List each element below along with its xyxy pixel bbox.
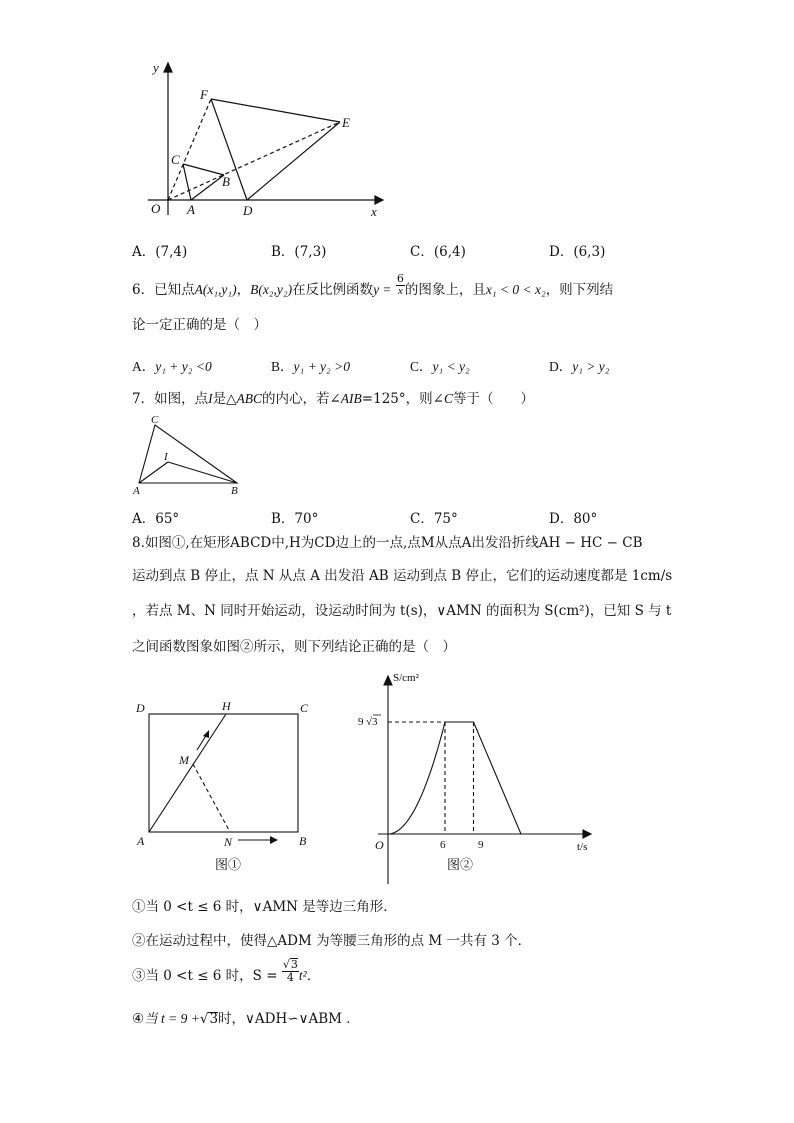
segment-ED xyxy=(247,122,340,200)
fig1-label-A: A xyxy=(137,834,145,848)
q7-stem: 7．如图，点I是△ABC的内心，若∠AIB=125°，则∠C等于（ ） xyxy=(132,391,534,407)
label-y: y xyxy=(153,60,159,75)
segment-FE xyxy=(211,99,340,122)
q7-option-c[interactable]: C．75° xyxy=(410,511,458,527)
fig1-label-C: C xyxy=(300,701,309,715)
q6-stem-line2: 论一定正确的是（ ） xyxy=(132,317,267,333)
segment-IB xyxy=(168,462,237,483)
dashed-OE xyxy=(168,122,340,200)
graph-xtick-9: 9 xyxy=(478,839,484,851)
statement-1: ①当 0 <t ≤ 6 时，∨AMN 是等边三角形． xyxy=(132,899,397,915)
label-E: E xyxy=(342,115,350,130)
q6-stem: 6．已知点A(x₁,y₁)，B(x₂,y₂)在反比例函数y = $\frac{6}{x}$ 的图象上，且x₁ < 0 < x₂，则下列结 xyxy=(132,272,614,298)
graph-y-arrow xyxy=(384,676,392,685)
q8-figure-1 xyxy=(130,695,330,875)
q5-option-b[interactable]: B．(7,3) xyxy=(271,244,327,260)
dashed-MN xyxy=(193,764,230,832)
statement-2: ②在运动过程中，使得△ADM 为等腰三角形的点 M 一共有 3 个． xyxy=(132,933,532,949)
fig1-label-N: N xyxy=(224,835,233,849)
segment-CB xyxy=(183,164,224,175)
label-B: B xyxy=(222,174,230,189)
q8-stem-line1: 8.如图①,在矩形ABCD中,H为CD边上的一点,点M从点A出发沿折线AH − HC − CB xyxy=(132,535,643,551)
segment-AC xyxy=(183,164,191,200)
graph-origin: O xyxy=(375,838,384,852)
y-arrow xyxy=(164,63,172,72)
label-O: O xyxy=(151,201,161,216)
graph-ytick-sqrt: √3 xyxy=(366,716,378,728)
figure-coordinate-diagram xyxy=(135,55,395,225)
label-C: C xyxy=(171,152,180,167)
graph-xlabel: t/s xyxy=(577,841,588,853)
q7-option-a[interactable]: A．65° xyxy=(132,511,180,527)
graph-x-arrow xyxy=(583,830,591,838)
q7-option-d[interactable]: D．80° xyxy=(549,511,598,527)
q8-stem-line2: 运动到点 B 停止，点 N 从点 A 出发沿 AB 运动到点 B 停止，它们的运动速度都是 1cm/s xyxy=(132,568,673,584)
graph-ytick-9: 9 xyxy=(358,716,364,728)
graph-xtick-6: 6 xyxy=(440,839,446,851)
q6-option-a[interactable]: A．y₁ + y₂ <0 xyxy=(132,359,212,374)
label-x: x xyxy=(371,204,377,219)
segment-AI xyxy=(139,462,168,483)
q8-stem-line3: ，若点 M、N 同时开始运动，设运动时间为 t(s)，∨AMN 的面积为 S(cm²)，已知 S 与 t xyxy=(132,603,672,619)
graph-ylabel: S/cm² xyxy=(393,672,419,684)
label-D: D xyxy=(243,203,253,218)
statement-3: ③当 0 <t ≤ 6 时，S = $\frac{√3}{4}$ t²． xyxy=(132,957,321,984)
segment-AH xyxy=(149,714,226,832)
q8-figure-2-graph xyxy=(350,665,600,885)
q5-option-c[interactable]: C．(6,4) xyxy=(410,244,466,260)
graph-curve xyxy=(388,722,521,834)
arrow-N-head xyxy=(270,836,278,844)
q5-option-d[interactable]: D．(6,3) xyxy=(549,244,606,260)
q7-label-I: I xyxy=(164,451,168,463)
fig2-caption: 图② xyxy=(447,857,474,872)
q7-option-b[interactable]: B．70° xyxy=(271,511,319,527)
fig1-label-H: H xyxy=(222,699,231,713)
statement-4: ④当 t = 9 +√3时，∨ADH∽∨ABM ． xyxy=(132,1011,360,1027)
fig1-label-M: M xyxy=(179,753,189,767)
q6-option-d[interactable]: D．y₁ > y₂ xyxy=(549,359,610,374)
q7-triangle-figure xyxy=(130,410,245,498)
label-F: F xyxy=(200,87,208,102)
fig1-label-D: D xyxy=(136,701,145,715)
fig1-label-B: B xyxy=(299,834,307,848)
label-A: A xyxy=(187,202,195,217)
q7-label-A: A xyxy=(133,485,140,497)
q5-option-a[interactable]: A．(7,4) xyxy=(132,244,188,260)
rectangle-ABCD xyxy=(149,714,298,832)
x-arrow xyxy=(375,196,383,204)
dashed-OF xyxy=(168,99,211,200)
q7-label-C: C xyxy=(151,414,159,426)
q7-label-B: B xyxy=(231,485,238,497)
fig1-caption: 图① xyxy=(215,857,242,872)
triangle-ABC xyxy=(139,425,237,483)
q6-option-b[interactable]: B．y₁ + y₂ >0 xyxy=(271,359,350,374)
q8-stem-line4: 之间函数图象如图②所示，则下列结论正确的是（ ） xyxy=(132,639,456,655)
arrow-M-head xyxy=(203,730,209,738)
q6-option-c[interactable]: C．y₁ < y₂ xyxy=(410,359,470,374)
